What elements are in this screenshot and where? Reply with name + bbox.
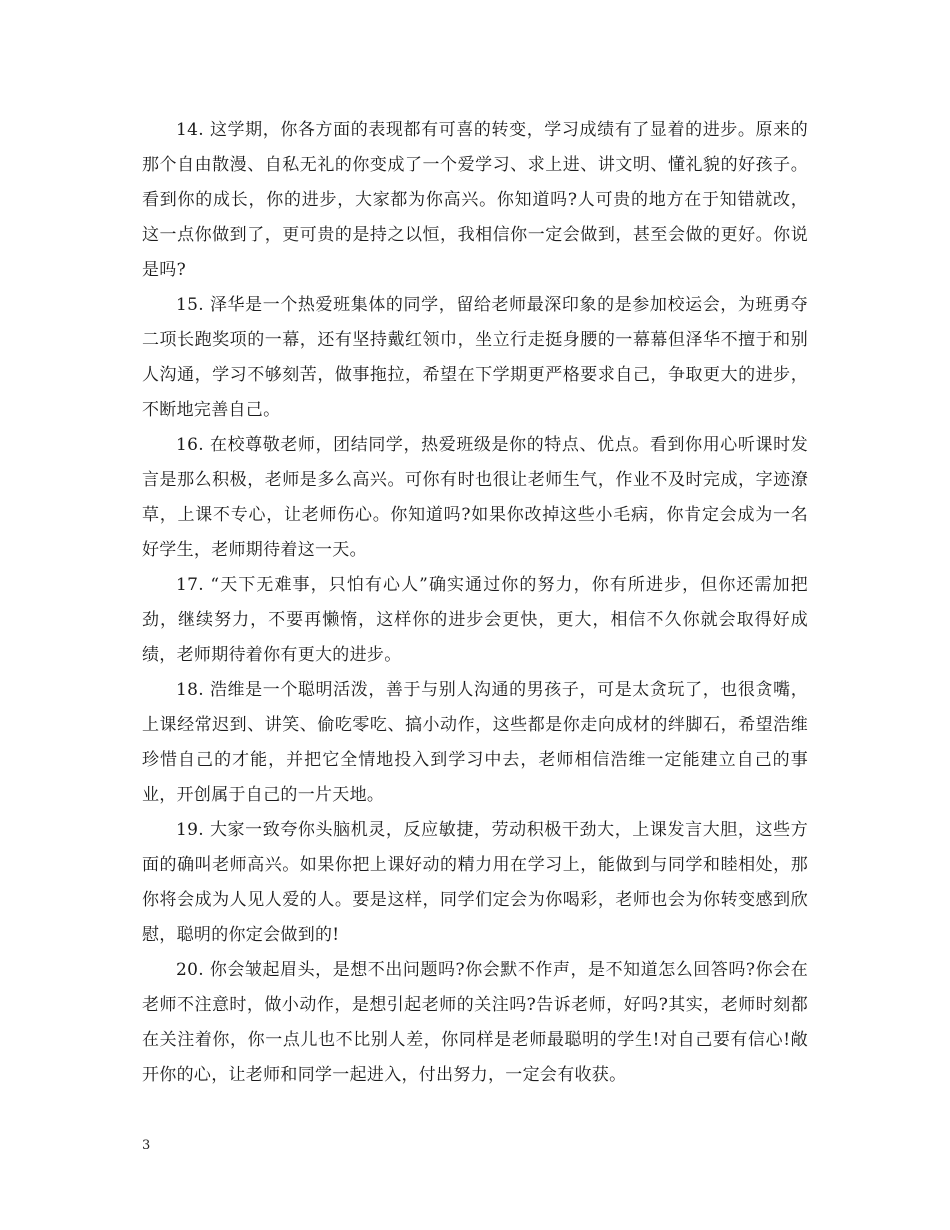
comment-paragraph-20: 20. 你会皱起眉头，是想不出问题吗?你会默不作声，是不知道怎么回答吗?你会在老师不注意时，做小动作，是想引起老师的关注吗?告诉老师，好吗?其实，老师时刻都在关注着你，你一点儿也不比别人差，你同样是老师最聪明的学生!对自己要有信心!敞开你的心，让老师和同学一起进入，付出努力，一定会有收获。	[142, 960, 808, 1085]
page-number: 3	[142, 1138, 151, 1153]
comment-paragraph-16: 16. 在校尊敬老师，团结同学，热爱班级是你的特点、优点。看到你用心听课时发言是那么积极，老师是多么高兴。可你有时也很让老师生气，作业不及时完成，字迹潦草，上课不专心，让老师伤心。你知道吗?如果你改掉这些小毛病，你肯定会成为一名好学生，老师期待着这一天。	[142, 435, 808, 560]
comment-paragraph-14: 14. 这学期，你各方面的表现都有可喜的转变，学习成绩有了显着的进步。原来的那个自由散漫、自私无礼的你变成了一个爱学习、求上进、讲文明、懂礼貌的好孩子。看到你的成长，你的进步，大家都为你高兴。你知道吗?人可贵的地方在于知错就改，这一点你做到了，更可贵的是持之以恒，我相信你一定会做到，甚至会做的更好。你说是吗?	[142, 120, 808, 280]
comment-paragraph-17: 17. “天下无难事，只怕有心人”确实通过你的努力，你有所进步，但你还需加把劲，继续努力，不要再懒惰，这样你的进步会更快，更大，相信不久你就会取得好成绩，老师期待着你有更大的进步。	[142, 575, 808, 665]
comment-paragraph-19: 19. 大家一致夸你头脑机灵，反应敏捷，劳动积极干劲大，上课发言大胆，这些方面的确叫老师高兴。如果你把上课好动的精力用在学习上，能做到与同学和睦相处，那你将会成为人见人爱的人。要是这样，同学们定会为你喝彩，老师也会为你转变感到欣慰，聪明的你定会做到的!	[142, 820, 808, 945]
comment-paragraph-15: 15. 泽华是一个热爱班集体的同学，留给老师最深印象的是参加校运会，为班勇夺二项长跑奖项的一幕，还有坚持戴红领巾，坐立行走挺身腰的一幕幕但泽华不擅于和别人沟通，学习不够刻苦，做事拖拉，希望在下学期更严格要求自己，争取更大的进步，不断地完善自己。	[142, 295, 808, 420]
document-body	[142, 113, 808, 1093]
comment-paragraph-18: 18. 浩维是一个聪明活泼，善于与别人沟通的男孩子，可是太贪玩了，也很贪嘴，上课经常迟到、讲笑、偷吃零吃、搞小动作，这些都是你走向成材的绊脚石，希望浩维珍惜自己的才能，并把它全情地投入到学习中去，老师相信浩维一定能建立自己的事业，开创属于自己的一片天地。	[142, 680, 808, 805]
